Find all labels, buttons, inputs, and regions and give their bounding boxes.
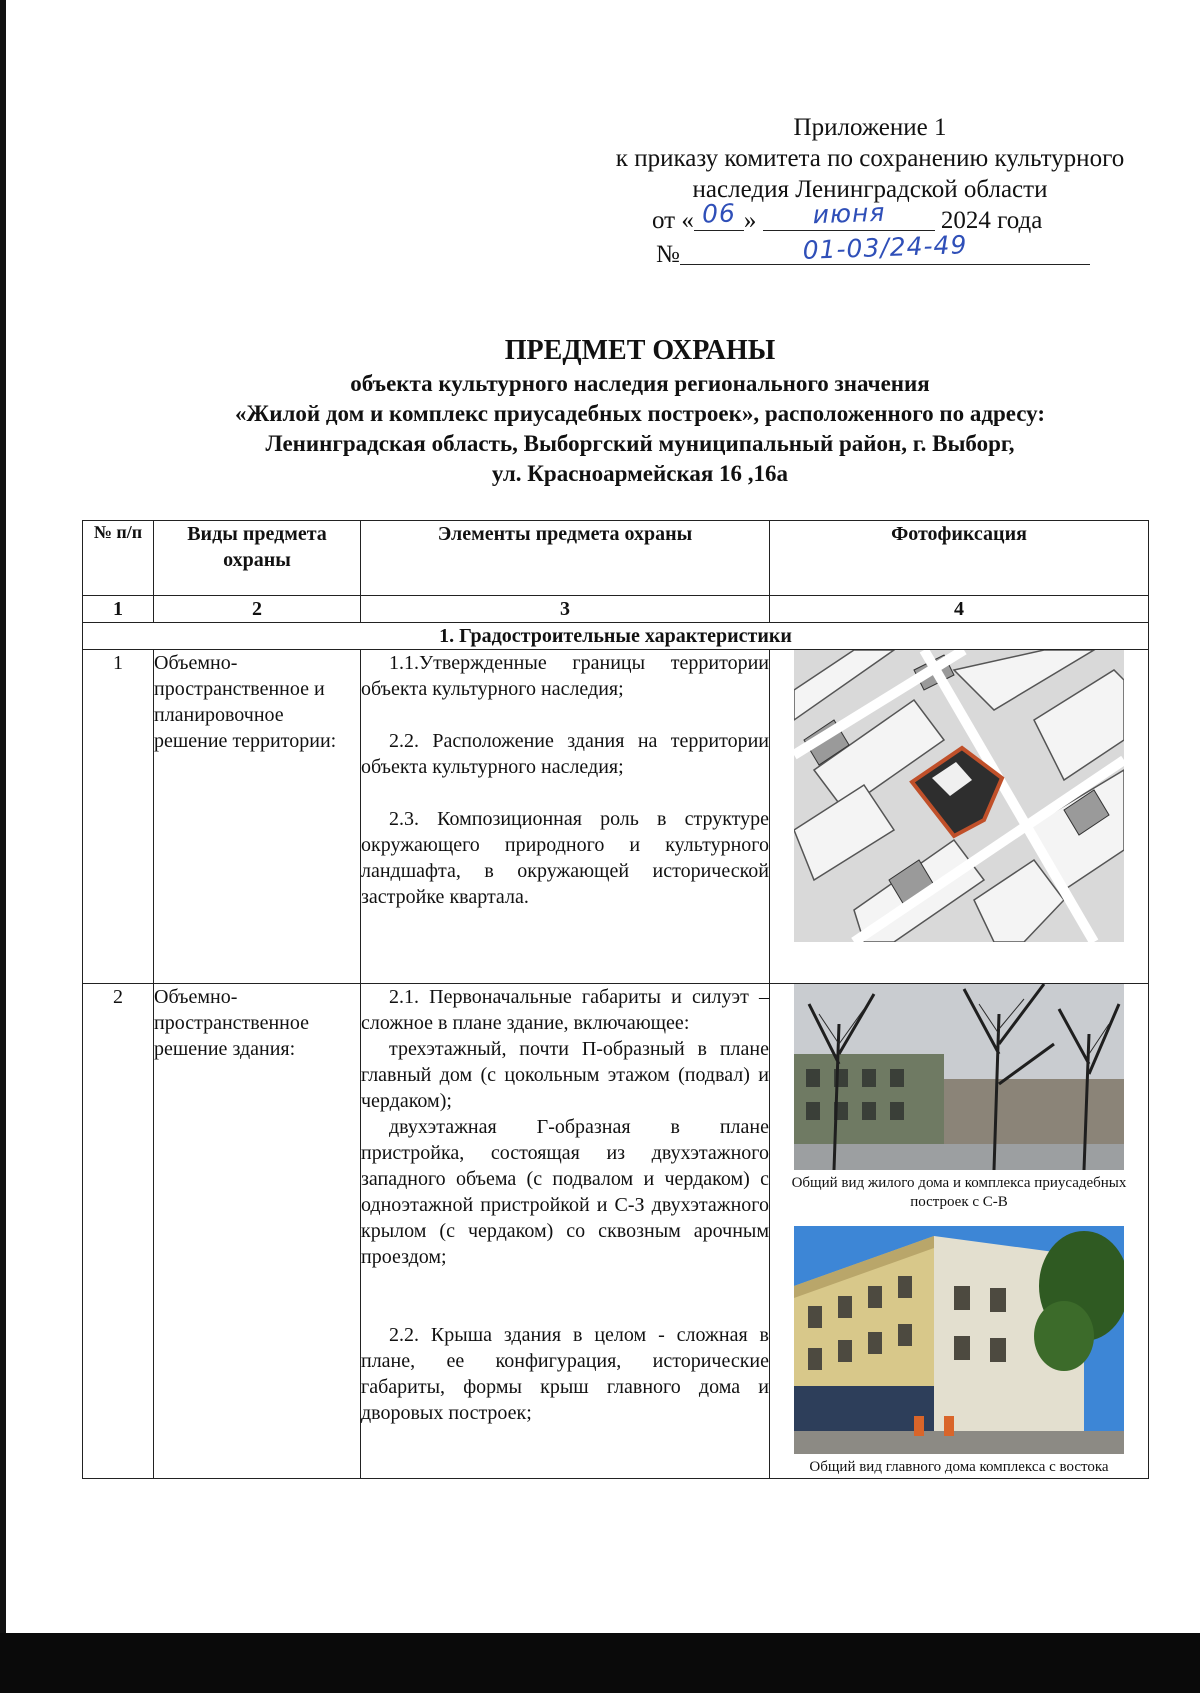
element-2-2: 2.2. Расположение здания на территории объекта культурного наследия;	[361, 730, 769, 778]
table-row	[83, 984, 1149, 1479]
handwritten-month: июня	[811, 197, 886, 230]
cadastral-map-image	[794, 650, 1124, 942]
row-number: 2	[83, 984, 154, 1479]
section-row	[83, 623, 1149, 650]
photo-caption-1: Общий вид жилого дома и комплекса приусадебных построек с С-В	[791, 1175, 1127, 1210]
row-number: 1	[83, 650, 154, 984]
appendix-date: от « 06 » июня 2024 года	[652, 197, 1043, 234]
photo-cell	[770, 650, 1149, 984]
header-number: № п/п	[83, 521, 154, 596]
header-photo: Фотофиксация	[770, 521, 1149, 596]
photo-cell	[770, 984, 1149, 1479]
handwritten-day: 06	[701, 198, 737, 229]
photo-caption-2: Общий вид главного дома комплекса с востока	[809, 1459, 1109, 1475]
title-line-4: ул. Красноармейская 16 ,16а	[491, 461, 789, 486]
section-title: 1. Градостроительные характеристики	[83, 623, 1149, 650]
scan-bottom-edge	[0, 1633, 1200, 1693]
title-line-3: Ленинградская область, Выборгский муниципальный район, г. Выборг,	[265, 431, 1015, 456]
appendix-committee: наследия Ленинградской области	[692, 176, 1048, 203]
element-2-3: 2.3. Композиционная роль в структуре окружающего природного и культурного ландшафта, в окружающей исторической застройке квартала.	[361, 808, 769, 908]
element-2-1: 2.1. Первоначальные габариты и силуэт – сложное в плане здание, включающее:	[361, 986, 769, 1034]
document-title	[80, 333, 1200, 489]
header-elements: Элементы предмета охраны	[361, 521, 770, 596]
protection-table	[82, 520, 1149, 1479]
row-elements	[361, 984, 770, 1479]
number-field	[680, 230, 1090, 265]
photo-east-view	[794, 1226, 1124, 1454]
table-row	[83, 650, 1149, 984]
appendix-header	[560, 112, 1180, 205]
handwritten-number: 01-03/24-49	[802, 230, 968, 265]
column-number-row: 1 2 3 4	[83, 596, 1149, 623]
appendix-title: Приложение 1	[793, 114, 947, 141]
title-main: ПРЕДМЕТ ОХРАНЫ	[504, 335, 776, 366]
date-day-field	[694, 198, 744, 231]
appendix-number: № 01-03/24-49	[656, 240, 1090, 269]
photo-northeast-view	[794, 984, 1124, 1170]
title-line-2: «Жилой дом и комплекс приусадебных построек», расположенного по адресу:	[234, 401, 1046, 426]
appendix-order: к приказу комитета по сохранению культурного	[615, 145, 1125, 172]
row-kind: Объемно-пространственное и планировочное решение территории:	[154, 650, 361, 984]
element-main-house: трехэтажный, почти П-образный в плане главный дом (с цокольным этажом (подвал) и чердаком);	[361, 1038, 769, 1112]
scan-left-edge	[0, 0, 6, 1693]
row-kind: Объемно-пространственное решение здания:	[154, 984, 361, 1479]
element-1-1: 1.1.Утвержденные границы территории объекта культурного наследия;	[361, 652, 769, 700]
header-kind: Виды предмета охраны	[154, 521, 361, 596]
table-header-row	[83, 521, 1149, 596]
title-line-1: объекта культурного наследия регионального значения	[350, 371, 930, 396]
element-roof: 2.2. Крыша здания в целом - сложная в плане, ее конфигурация, исторические габариты, формы крыш главного дома и дворовых построек;	[361, 1324, 769, 1424]
date-month-field	[763, 197, 935, 231]
row-elements	[361, 650, 770, 984]
element-annex: двухэтажная Г-образная в плане пристройка, состоящая из двухэтажного западного объема (с подвалом и чердаком) с одноэтажной пристройкой и С-З двухэтажного крылом (с чердаком) со сквозным арочным проездом;	[361, 1116, 769, 1268]
